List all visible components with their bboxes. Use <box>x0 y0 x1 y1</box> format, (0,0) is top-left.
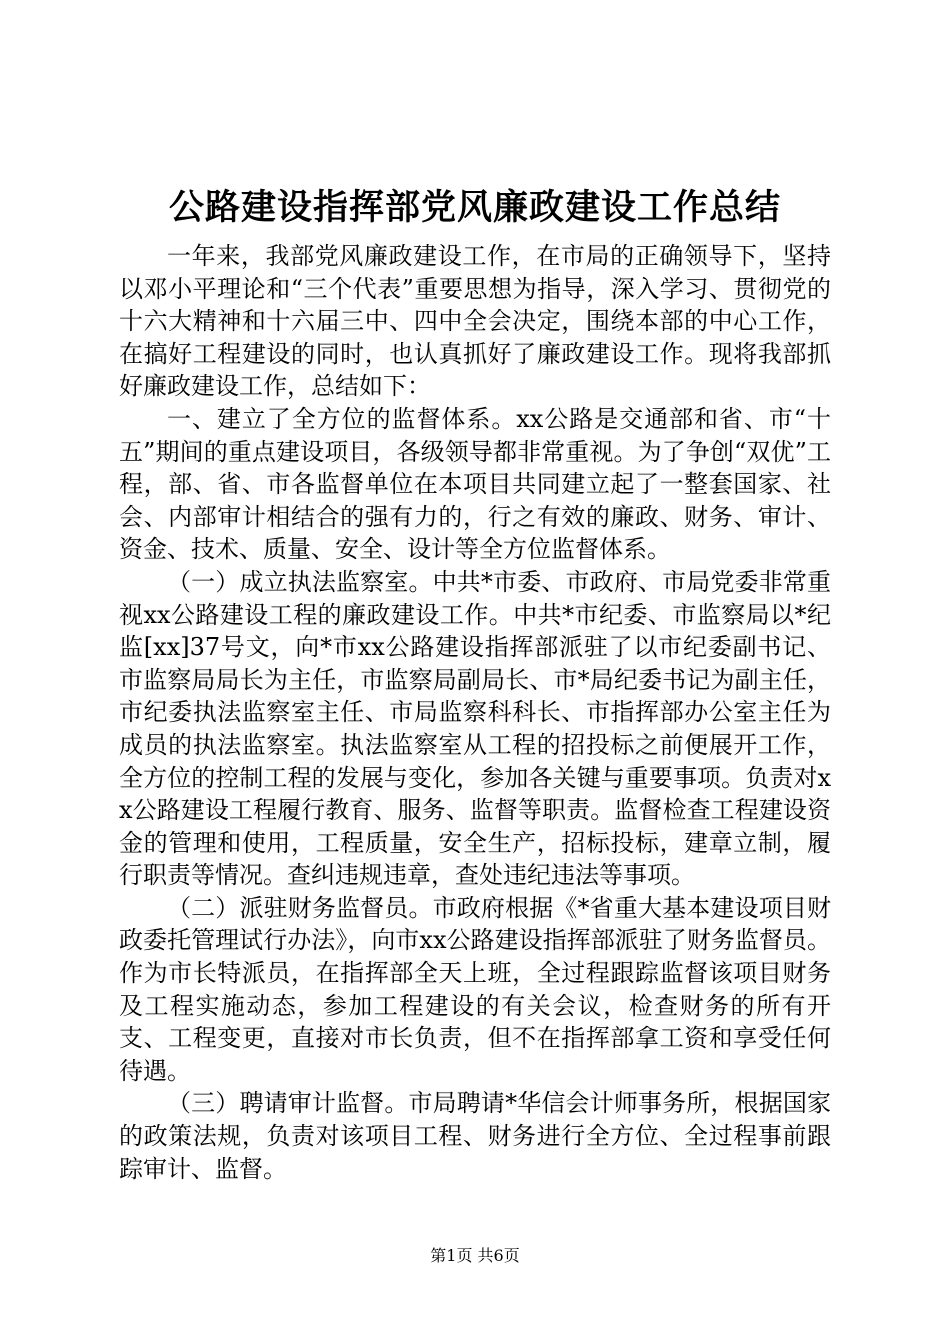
paragraph-subsection-3: （三）聘请审计监督。市局聘请*华信会计师事务所，根据国家的政策法规，负责对该项目工程、财务进行全方位、全过程事前跟踪审计、监督。 <box>119 1089 831 1183</box>
document-title: 公路建设指挥部党风廉政建设工作总结 <box>168 187 781 228</box>
document-body <box>119 240 831 1185</box>
paragraph-subsection-2: （二）派驻财务监督员。市政府根据《*省重大基本建设项目财政委托管理试行办法》，向市xx公路建设指挥部派驻了财务监督员。作为市长特派员，在指挥部全天上班，全过程跟踪监督该项目财务及工程实施动态，参加工程建设的有关会议，检查财务的所有开支、工程变更，直接对市长负责，但不在指挥部拿工资和享受任何待遇。 <box>119 893 831 1085</box>
paragraph-section-1: 一、建立了全方位的监督体系。xx公路是交通部和省、市“十五”期间的重点建设项目，各级领导都非常重视。为了争创“双优”工程，部、省、市各监督单位在本项目共同建立起了一整套国家、社会、内部审计相结合的强有力的，行之有效的廉政、财务、审计、资金、技术、质量、安全、设计等全方位监督体系。 <box>119 404 831 564</box>
page-number-footer: 第1页 共6页 <box>430 1246 520 1265</box>
paragraph-intro: 一年来，我部党风廉政建设工作，在市局的正确领导下，坚持以邓小平理论和“三个代表”重要思想为指导，深入学习、贯彻党的十六大精神和十六届三中、四中全会决定，围绕本部的中心工作，在搞好工程建设的同时，也认真抓好了廉政建设工作。现将我部抓好廉政建设工作，总结如下： <box>119 242 831 401</box>
paragraph-subsection-1: （一）成立执法监察室。中共*市委、市政府、市局党委非常重视xx公路建设工程的廉政建设工作。中共*市纪委、市监察局以*纪监[xx]37号文，向*市xx公路建设指挥部派驻了以市纪委副书记、市监察局局长为主任，市监察局副局长、市*局纪委书记为副主任，市纪委执法监察室主任、市局监察科科长、市指挥部办公室主任为成员的执法监察室。执法监察室从工程的招投标之前便展开工作，全方位的控制工程的发展与变化，参加各关键与重要事项。负责对xx公路建设工程履行教育、服务、监督等职责。监督检查工程建设资金的管理和使用，工程质量，安全生产，招标投标，建章立制，履行职责等情况。查纠违规违章，查处违纪违法等事项。 <box>119 567 831 890</box>
